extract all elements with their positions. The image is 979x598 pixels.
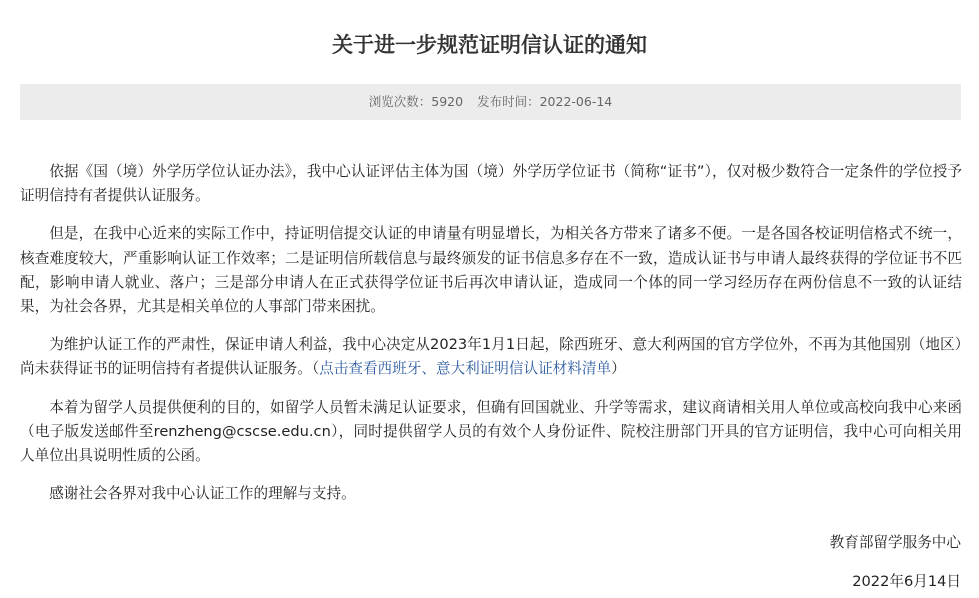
paragraph-4: 本着为留学人员提供便利的目的，如留学人员暂未满足认证要求，但确有回国就业、升学等需求，建议商请相关用人单位或高校向我中心来函（电子版发送邮件至renzheng@cscse.edu.cn），同时提供留学人员的有效个人身份证件、院校注册部门开具的官方证明信，我中心可向相关用人单位出具说明性质的公函。 (20, 398, 962, 465)
paragraph-5: 感谢社会各界对我中心认证工作的理解与支持。 (49, 485, 356, 503)
paragraph-3-text: 为维护认证工作的严肃性，保证申请人利益，我中心决定从2023年1月1日起，除西班牙、意大利两国的官方学位外，不再为其他国别（地区）尚未获得证书的证明信持有者提供认证服务。（ (20, 336, 962, 378)
paragraph-3-close: ） (611, 360, 626, 378)
publish-label: 发布时间： (477, 94, 540, 109)
article-body (20, 160, 962, 520)
spain-italy-materials-link[interactable]: 点击查看西班牙、意大利证明信认证材料清单 (319, 360, 612, 378)
signature-date: 2022年6月14日 (852, 573, 961, 590)
views-label: 浏览次数： (368, 94, 432, 109)
paragraph-1: 依据《国（境）外学历学位认证办法》，我中心认证评估主体为国（境）外学历学位证书（简称“证书”），仅对极少数符合一定条件的学位授予证明信持有者提供认证服务。 (20, 163, 962, 205)
publish-date: 2022-06-14 (539, 94, 613, 109)
paragraph-3 (20, 333, 962, 381)
paragraph-2: 但是，在我中心近来的实际工作中，持证明信提交认证的申请量有明显增长，为相关各方带来了诸多不便。一是各国各校证明信格式不统一，核查难度较大，严重影响认证工作效率；二是证明信所载信息与最终颁发的证书信息多存在不一致，造成认证书与申请人最终获得的学位证书不匹配，影响申请人就业、落户；三是部分申请人在正式获得学位证书后再次申请认证，造成同一个体的同一学习经历存在两份信息不一致的认证结果，为社会各界，尤其是相关单位的人事部门带来困扰。 (20, 225, 962, 316)
page-title: 关于进一步规范证明信认证的通知 (332, 33, 647, 58)
signature-organization: 教育部留学服务中心 (829, 534, 961, 551)
views-count: 5920 (431, 94, 464, 109)
article-meta-bar (20, 84, 961, 120)
